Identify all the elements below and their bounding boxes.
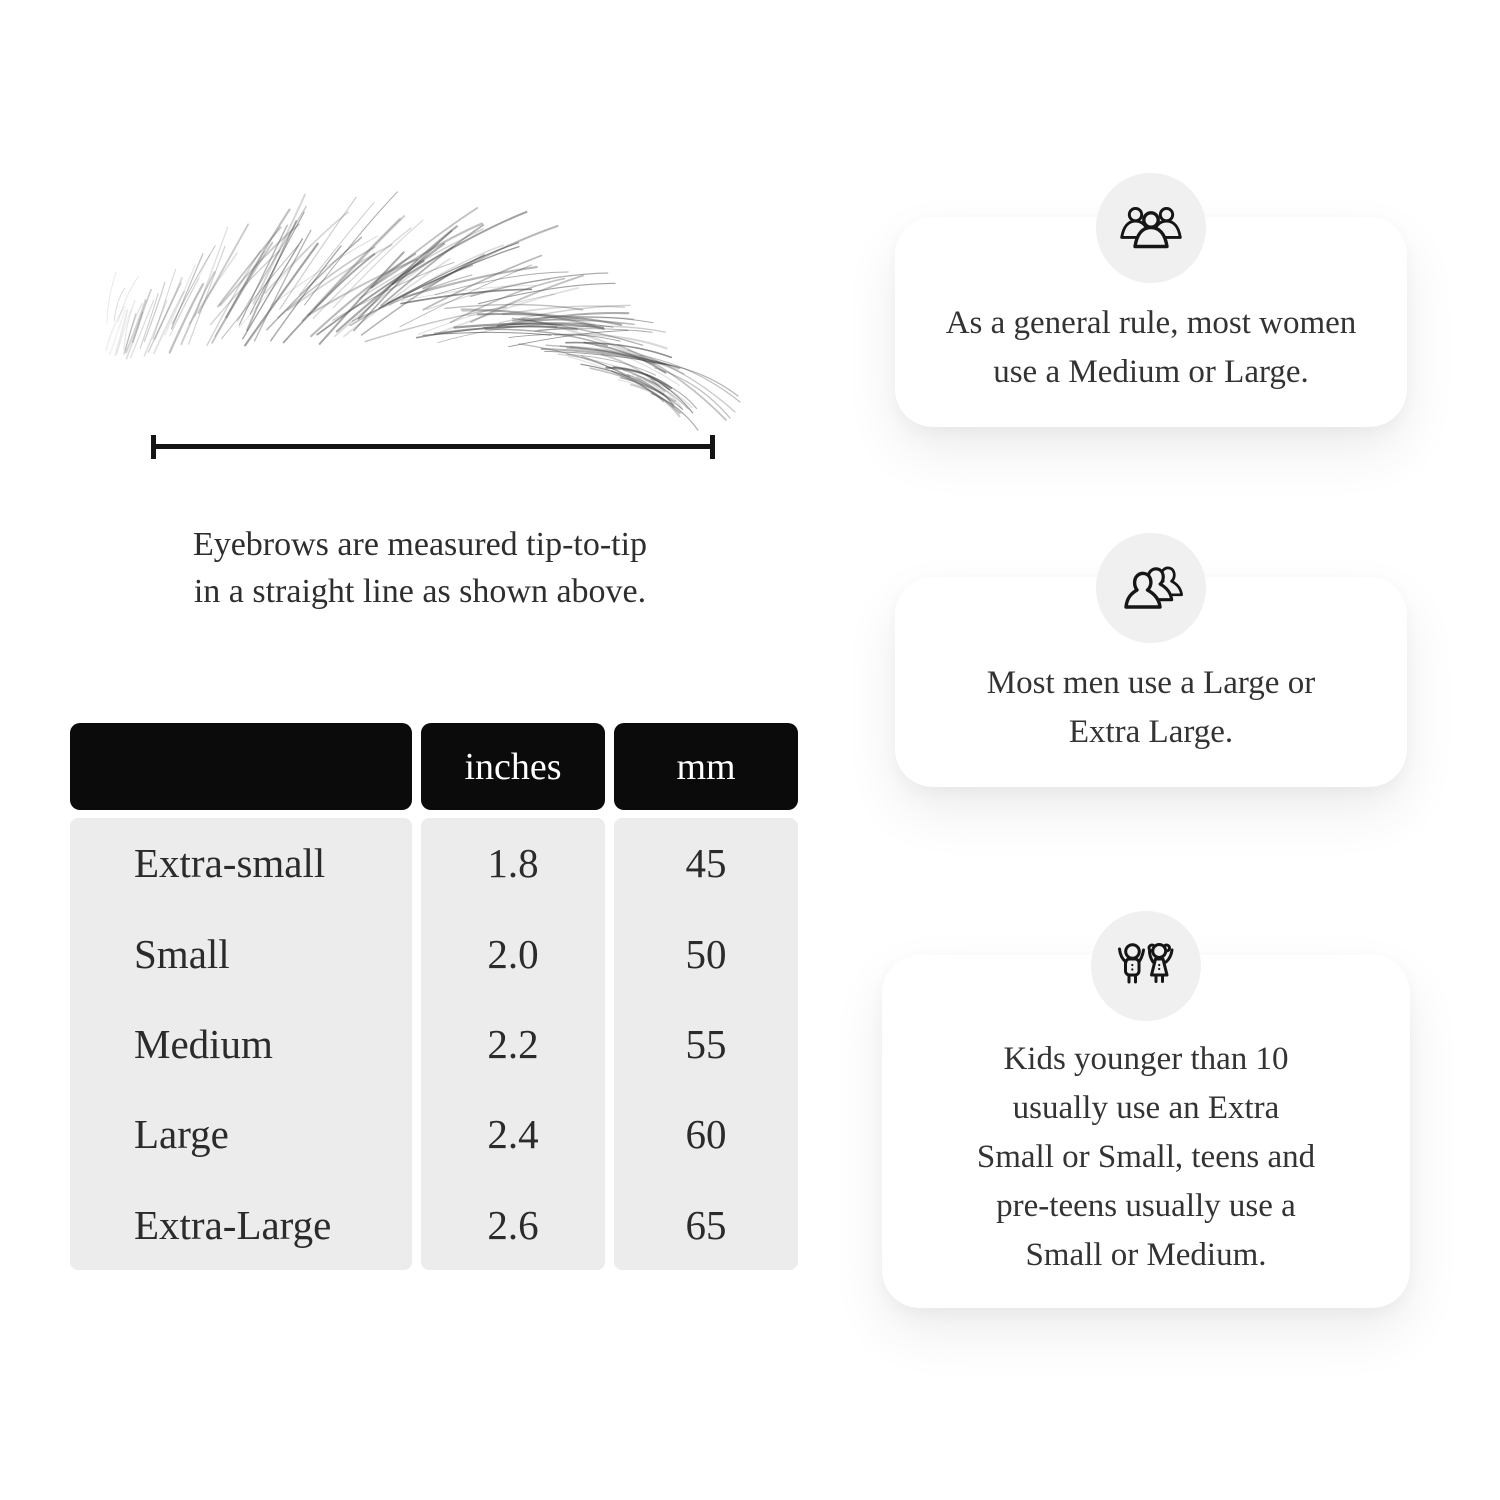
mm-value: 65: [685, 1201, 727, 1248]
eyebrow-illustration: [85, 215, 775, 455]
row-label: Extra-Large: [134, 1201, 332, 1248]
women-group-icon: [1119, 196, 1183, 260]
table-header-mm: mm: [614, 723, 798, 810]
mm-value: 50: [685, 930, 727, 977]
row-label: Extra-small: [134, 840, 326, 887]
tip-line: Kids younger than 10: [1003, 1041, 1289, 1077]
tip-line: Small or Medium.: [1025, 1237, 1267, 1273]
size-table-column-mm: [614, 723, 798, 1270]
inches-value: 2.6: [487, 1201, 539, 1248]
men-tip-card: [895, 577, 1407, 787]
mm-value: 45: [685, 840, 727, 887]
kids-tip-card: [882, 955, 1410, 1308]
row-label: Medium: [134, 1021, 273, 1068]
mm-value: 55: [685, 1021, 727, 1068]
table-header-blank: [70, 723, 412, 810]
caption-line: in a straight line as shown above.: [193, 573, 647, 610]
caption-line: Eyebrows are measured tip-to-tip: [192, 526, 648, 563]
measure-endcap-right: [710, 435, 715, 459]
icon-circle: [1091, 911, 1201, 1021]
inches-value: 2.2: [487, 1021, 539, 1068]
icon-circle: [1096, 533, 1206, 643]
row-label: Small: [134, 930, 230, 977]
row-label: Large: [134, 1111, 229, 1158]
measurement-caption: [95, 521, 745, 615]
women-tip-text: [946, 299, 1357, 397]
inches-value: 1.8: [487, 840, 539, 887]
table-header-inches: inches: [421, 723, 605, 810]
table-body-inches: [421, 818, 605, 1270]
size-table-column-inches: [421, 723, 605, 1270]
measure-bar: [151, 444, 715, 449]
inches-value: 2.4: [487, 1111, 539, 1158]
kids-tip-text: [977, 1035, 1315, 1280]
tip-line: Small or Small, teens and: [976, 1139, 1316, 1175]
measurement-line: [151, 435, 715, 459]
tip-line: usually use an Extra: [1012, 1090, 1280, 1126]
tip-line: use a Medium or Large.: [993, 354, 1309, 390]
tip-line: As a general rule, most women: [945, 305, 1357, 341]
table-body-sizes: [70, 818, 412, 1270]
men-tip-text: [987, 659, 1315, 757]
inches-value: 2.0: [487, 930, 539, 977]
kids-icon: [1114, 934, 1178, 998]
tip-line: pre-teens usually use a: [996, 1188, 1296, 1224]
size-table: [70, 723, 798, 1270]
table-body-mm: [614, 818, 798, 1270]
women-tip-card: [895, 217, 1407, 427]
mm-value: 60: [685, 1111, 727, 1158]
icon-circle: [1096, 173, 1206, 283]
tip-line: Extra Large.: [1068, 714, 1234, 750]
men-group-icon: [1119, 556, 1183, 620]
size-table-column-sizes: [70, 723, 412, 1270]
tip-line: Most men use a Large or: [986, 665, 1316, 701]
